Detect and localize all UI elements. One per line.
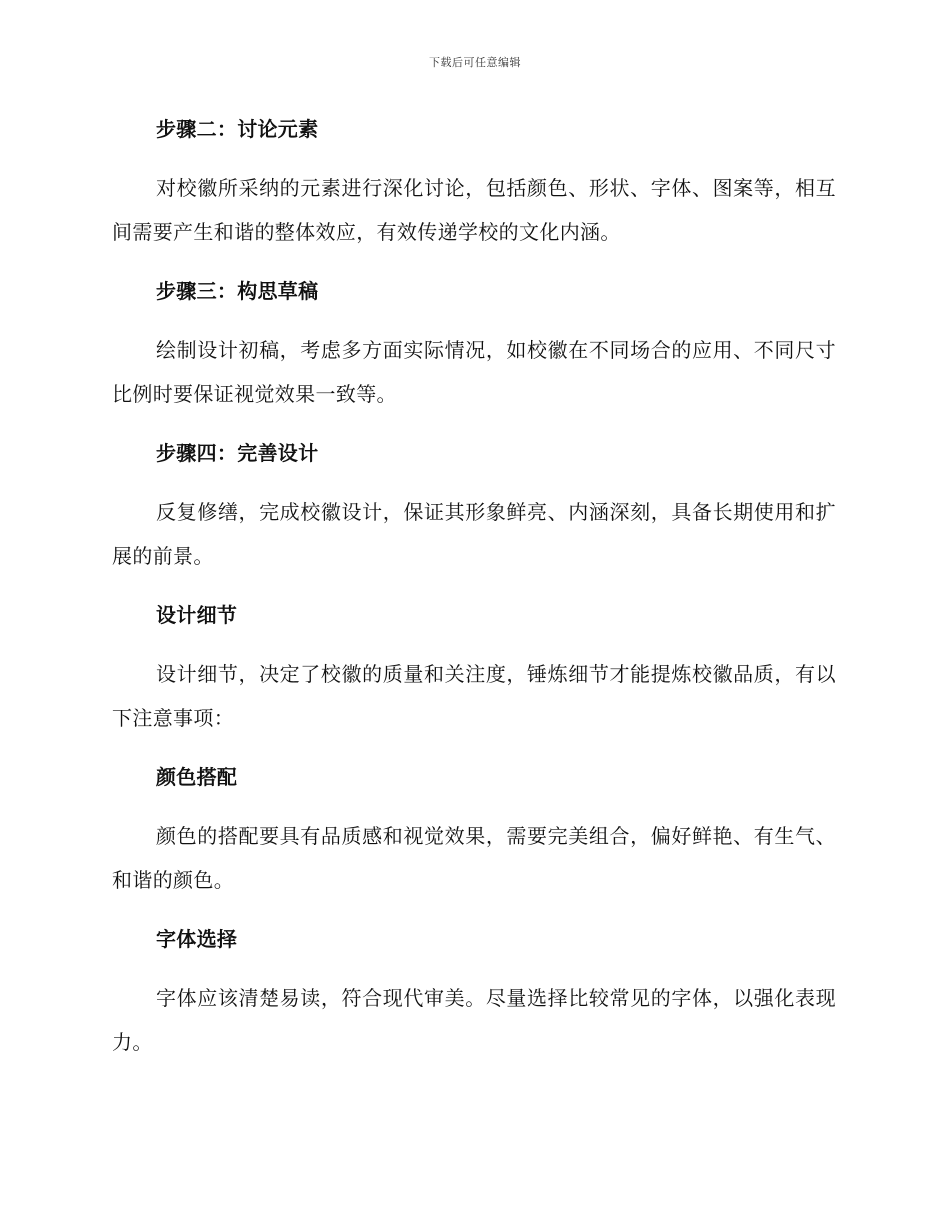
section-heading-step-3: 步骤三：构思草稿 bbox=[156, 279, 319, 303]
section-paragraph-color-matching: 颜色的搭配要具有品质感和视觉效果，需要完美组合，偏好鲜艳、有生气、和谐的颜色。 bbox=[112, 824, 836, 892]
document-body bbox=[112, 113, 836, 1064]
section-paragraph-step-4: 反复修缮，完成校徽设计，保证其形象鲜亮、内涵深刻，具备长期使用和扩展的前景。 bbox=[112, 500, 836, 568]
section-paragraph-design-details: 设计细节，决定了校徽的质量和关注度，锤炼细节才能提炼校徽品质，有以下注意事项： bbox=[112, 662, 836, 730]
section-heading-step-2: 步骤二：讨论元素 bbox=[156, 117, 319, 141]
section-paragraph-step-3: 绘制设计初稿，考虑多方面实际情况，如校徽在不同场合的应用、不同尺寸比例时要保证视觉效果一致等。 bbox=[112, 338, 836, 406]
section-paragraph-step-2: 对校徽所采纳的元素进行深化讨论，包括颜色、形状、字体、图案等，相互间需要产生和谐的整体效应，有效传递学校的文化内涵。 bbox=[112, 176, 836, 244]
section-paragraph-font-selection: 字体应该清楚易读，符合现代审美。尽量选择比较常见的字体，以强化表现力。 bbox=[112, 986, 836, 1054]
section-heading-step-4: 步骤四：完善设计 bbox=[156, 441, 319, 465]
header-note: 下载后可任意编辑 bbox=[429, 56, 521, 69]
section-heading-font-selection: 字体选择 bbox=[156, 927, 238, 951]
section-heading-color-matching: 颜色搭配 bbox=[156, 765, 238, 789]
section-heading-design-details: 设计细节 bbox=[156, 603, 238, 627]
